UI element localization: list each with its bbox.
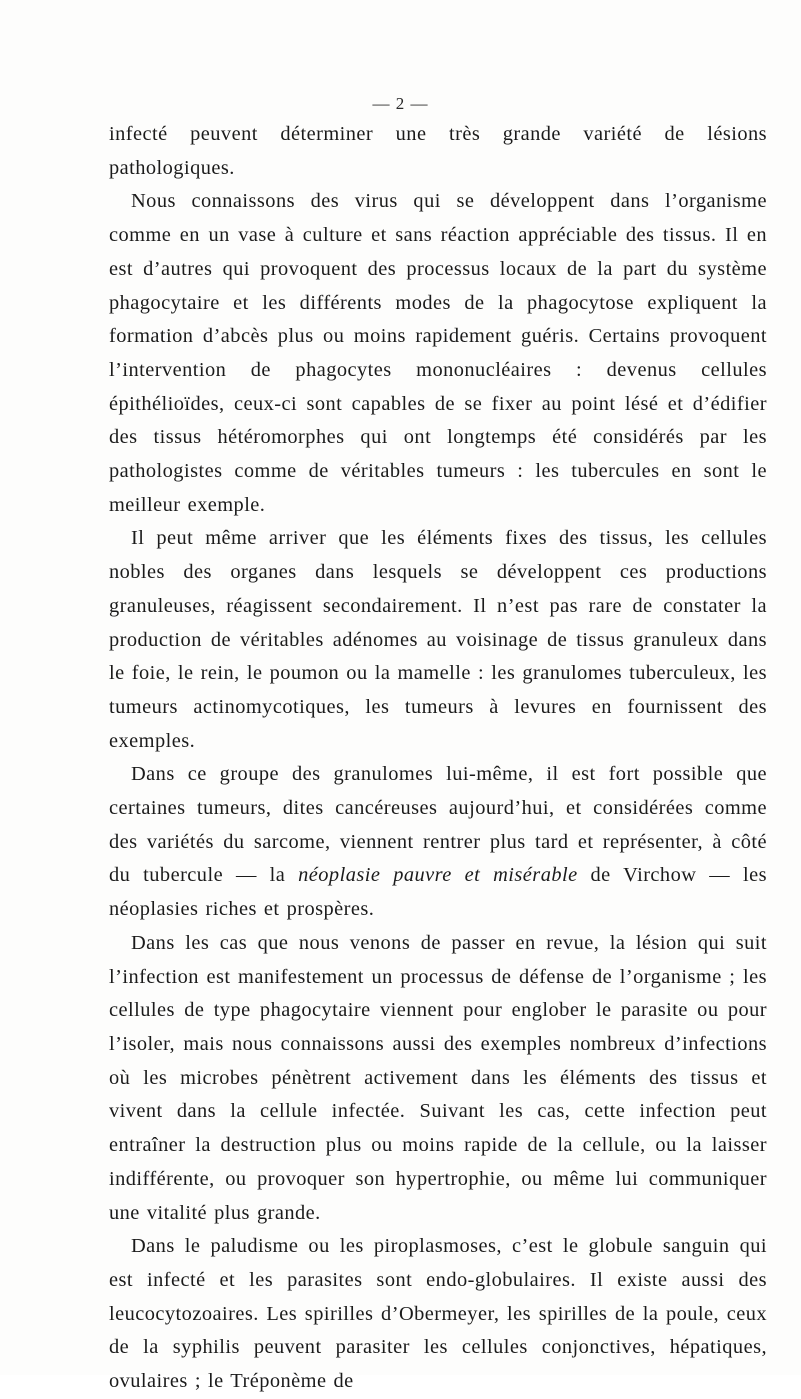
paragraph-granulomes-text-before: Dans ce groupe des granulomes lui-même, il est fort possible que certaines tumeurs, dites cancéreuses aujourd’hui, et considérées comme des variétés du sarcome, viennent rentrer plus tard et représenter, à côté du tubercule — la bbox=[109, 763, 767, 887]
paragraph-defense-process: Dans les cas que nous venons de passer en revue, la lésion qui suit l’infection est manifestement un processus de défense de l’organisme ; les cellules de type phagocytaire viennent pour englober le parasite ou pour l’isoler, mais nous connaissons aussi des exemples nombreux d’infections où les microbes pénètrent activement dans les éléments des tissus et vivent dans la cellule infectée. Suivant les cas, cette infection peut entraîner la destruction plus ou moins rapide de la cellule, ou la laisser indifférente, ou provoquer son hypertrophie, ou même lui communiquer une vitalité plus grande. bbox=[109, 931, 767, 1224]
paragraph-paludisme: Dans le paludisme ou les piroplasmoses, c’est le globule sanguin qui est infecté et les parasites sont endo-globulaires. Il existe aussi des leucocytozoaires. Les spirilles d’Obermeyer, les spirilles de la poule, ceux de la syphilis peuvent parasiter les cellules conjonctives, hépatiques, ovulaires ; le Tréponème de bbox=[109, 1235, 767, 1393]
paragraph-fixed-elements: Il peut même arriver que les éléments fixes des tissus, les cellules nobles des organes dans lesquels se développent ces productions granuleuses, réagissent secondairement. Il n’est pas rare de constater la production de véritables adénomes au voisinage de tissus granuleux dans le foie, le rein, le poumon ou la mamelle : les granulomes tuberculeux, les tumeurs actinomycotiques, les tumeurs à levures en fournissent des exemples. bbox=[109, 527, 767, 752]
paragraph-granulomes bbox=[109, 758, 767, 927]
paragraph-virus-tissues: Nous connaissons des virus qui se développent dans l’organisme comme en un vase à culture et sans réaction appréciable des tissus. Il en est d’autres qui provoquent des processus locaux de la part du système phagocytaire et les différents modes de la phagocytose expliquent la formation d’abcès plus ou moins rapidement guéris. Certains provoquent l’intervention de phagocytes mononucléaires : devenus cellules épithélioïdes, ceux-ci sont capables de se fixer au point lésé et d’édifier des tissus hétéromorphes qui ont longtemps été considérés par les pathologistes comme de véritables tumeurs : les tubercules en sont le meilleur exemple. bbox=[109, 190, 767, 516]
paragraph-granulomes-italic-quote: néoplasie pauvre et misérable bbox=[298, 864, 578, 887]
body-text bbox=[109, 118, 767, 1399]
paragraph-granulomes-text-after: de Virchow — les néoplasies riches et prospères. bbox=[109, 864, 767, 921]
paragraph-continued: infecté peuvent déterminer une très grande variété de lésions pathologiques. bbox=[109, 123, 767, 179]
page-number: — 2 — bbox=[372, 94, 429, 113]
